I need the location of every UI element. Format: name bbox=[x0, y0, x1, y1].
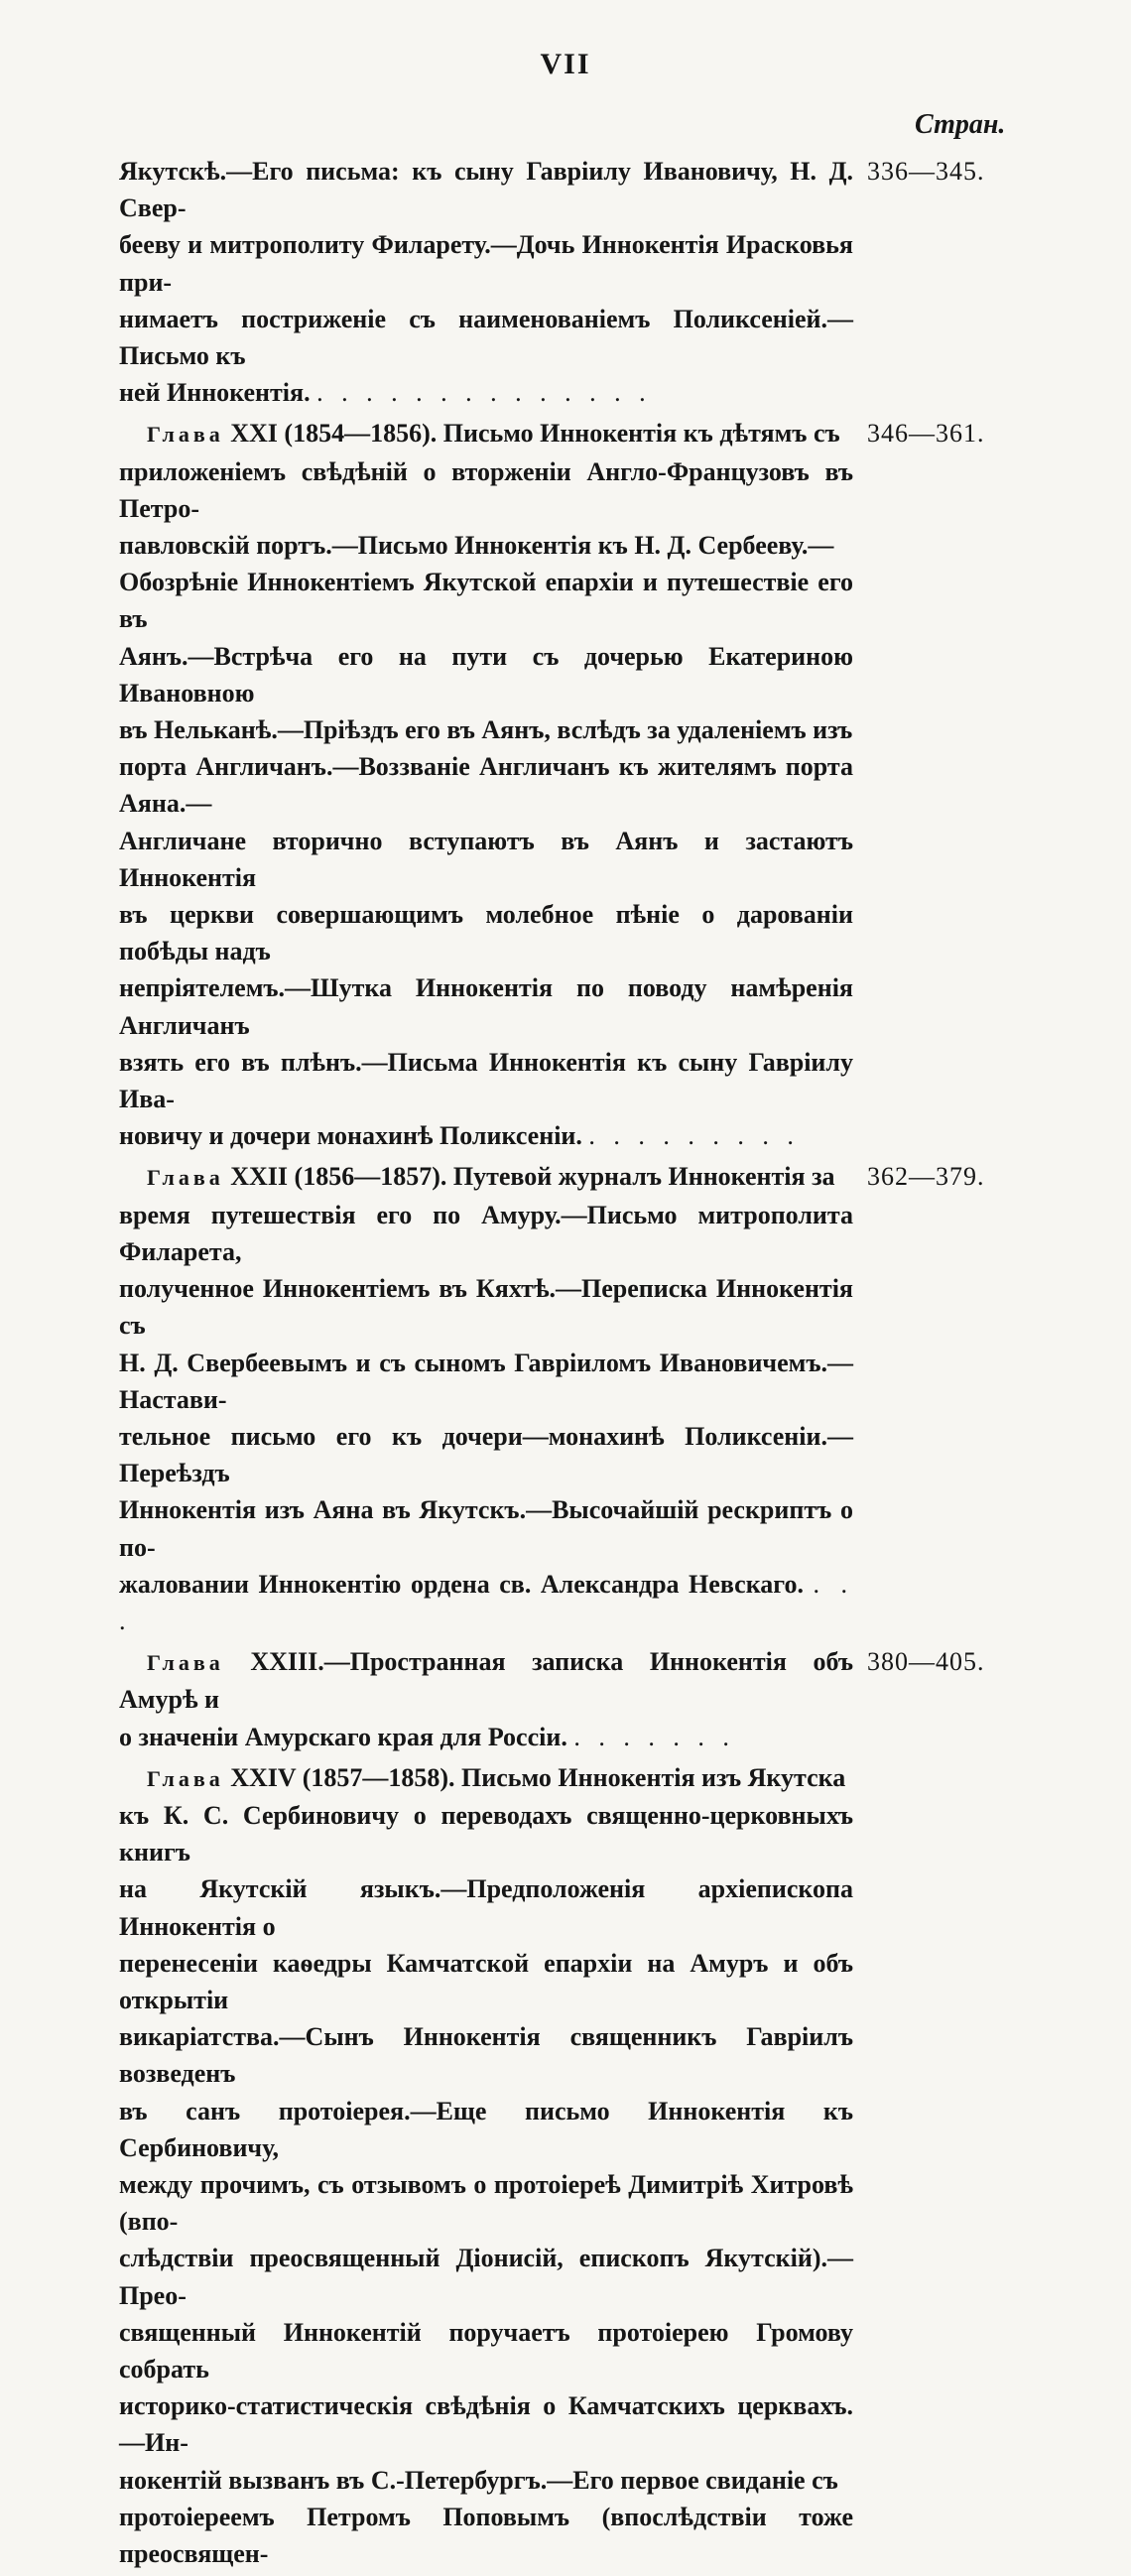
chapter-label: Глава bbox=[147, 1165, 224, 1191]
dot-leader: . . . . . . . . . bbox=[588, 1121, 800, 1151]
toc-line: новичу и дочери монахинѣ Поликсеніи. . . . . . . . . . bbox=[119, 1121, 800, 1151]
chapter-label: Глава bbox=[147, 1650, 224, 1676]
toc-line: въ Нельканѣ.—Пріѣздъ его въ Аянъ, вслѣдъ за удаленіемъ изъ bbox=[119, 715, 853, 745]
toc-entry bbox=[119, 1158, 1111, 1639]
toc-line: жаловании Иннокентію ордена св. Александра Невскаго. . . . bbox=[119, 1569, 854, 1635]
toc-line: порта Англичанъ.—Воззваніе Англичанъ къ жителямъ порта Аяна.— bbox=[119, 752, 853, 819]
toc-line: нимаетъ постриженіе съ наименованіемъ Поликсеніей.—Письмо къ bbox=[119, 304, 853, 371]
toc-line: ней Иннокентія. . . . . . . . . . . . . . . bbox=[119, 378, 652, 408]
pages-column-label: Стран. bbox=[915, 109, 1006, 140]
toc-line: время путешествія его по Амуру.—Письмо митрополита Филарета, bbox=[119, 1200, 853, 1266]
dot-leader: . . . bbox=[119, 1569, 854, 1635]
toc-line: непріятелемъ.—Шутка Иннокентія по поводу намѣренія Англичанъ bbox=[119, 973, 853, 1040]
toc-line: Якутскѣ.—Его письма: къ сыну Гавріилу Ивановичу, Н. Д. Свер- bbox=[119, 157, 853, 223]
toc-line: Глава XXII (1856—1857). Путевой журналъ Иннокентія за bbox=[147, 1162, 835, 1192]
toc-line: Глава XXIV (1857—1858). Письмо Иннокентія изъ Якутска bbox=[147, 1762, 846, 1792]
toc-line: Англичане вторично вступаютъ въ Аянъ и застаютъ Иннокентія bbox=[119, 826, 853, 892]
toc-line: Н. Д. Свербеевымъ и съ сыномъ Гавріиломъ Ивановичемъ.—Настави- bbox=[119, 1348, 853, 1414]
toc-line: о значеніи Амурскаго края для Россіи. . . . . . . . bbox=[119, 1722, 735, 1751]
toc-line: на Якутскій языкъ.—Предположенія архіепископа Иннокентія о bbox=[119, 1874, 853, 1941]
page-range: 346—361. bbox=[867, 419, 985, 449]
dot-leader: . . . . . . . . . . . . . . bbox=[316, 378, 652, 408]
toc-line: бееву и митрополиту Филарету.—Дочь Иннокентія Ирасковья при- bbox=[119, 230, 853, 297]
toc-line: священный Иннокентій поручаетъ протоіерею Громову собрать bbox=[119, 2317, 853, 2383]
toc-line: въ церкви совершающимъ молебное пѣніе о дарованіи побѣды надъ bbox=[119, 900, 853, 966]
toc-line: тельное письмо его къ дочери—монахинѣ Поликсеніи.—Переѣздъ bbox=[119, 1421, 853, 1488]
toc-line: Глава XXIII.—Пространная записка Иннокентія объ Амурѣ и bbox=[119, 1647, 853, 1715]
toc-line: Глава XXI (1854—1856). Письмо Иннокентія къ дѣтямъ съ bbox=[147, 419, 840, 449]
toc-entry bbox=[119, 1643, 1111, 1755]
toc-line: къ К. С. Сербиновичу о переводахъ священно-церковныхъ книгъ bbox=[119, 1800, 853, 1868]
toc-line: Обозрѣніе Иннокентіемъ Якутской епархіи и путешествіе его въ bbox=[119, 568, 853, 634]
table-of-contents bbox=[119, 153, 1111, 2576]
chapter-label: Глава bbox=[147, 1765, 224, 1791]
toc-entry bbox=[119, 1759, 1111, 2572]
toc-line: перенесеніи каѳедры Камчатской епархіи на Амуръ и объ открытіи bbox=[119, 1948, 853, 2014]
dot-leader: . . . . . . . bbox=[573, 1722, 735, 1751]
toc-line: между прочимъ, съ отзывомъ о протоіереѣ Димитріѣ Хитровѣ (впо- bbox=[119, 2169, 853, 2237]
toc-line: взять его въ плѣнъ.—Письма Иннокентія къ сыну Гавріилу Ива- bbox=[119, 1047, 853, 1114]
toc-line: приложеніемъ свѣдѣній о вторженіи Англо-Французовъ въ Петро- bbox=[119, 456, 853, 523]
toc-line: викаріатства.—Сынъ Иннокентія священникъ Гавріилъ возведенъ bbox=[119, 2022, 853, 2089]
toc-entry bbox=[119, 415, 1111, 1154]
page-range: 336—345. bbox=[867, 157, 985, 186]
page-number: VII bbox=[540, 48, 591, 80]
page-range: 362—379. bbox=[867, 1162, 985, 1192]
toc-line: полученное Иннокентіемъ въ Кяхтѣ.—Переписка Иннокентія съ bbox=[119, 1274, 853, 1341]
toc-line: нокентій вызванъ въ С.-Петербургъ.—Его первое свиданіе съ bbox=[119, 2465, 838, 2495]
toc-line: протоіереемъ Петромъ Поповымъ (впослѣдствіи тоже преосвящен- bbox=[119, 2502, 853, 2568]
toc-line: въ санъ протоіерея.—Еще письмо Иннокентія къ Сербиновичу, bbox=[119, 2096, 853, 2162]
toc-line: историко-статистическія свѣдѣнія о Камчатскихъ церквахъ.—Ин- bbox=[119, 2391, 853, 2458]
toc-entry bbox=[119, 153, 1111, 411]
chapter-label: Глава bbox=[147, 422, 224, 448]
page-range: 380—405. bbox=[867, 1647, 985, 1677]
toc-line: Аянъ.—Встрѣча его на пути съ дочерью Екатериною Ивановною bbox=[119, 641, 853, 708]
toc-line: слѣдствіи преосвященный Діонисій, епископъ Якутскій).—Прео- bbox=[119, 2244, 853, 2310]
toc-line: Иннокентія изъ Аяна въ Якутскъ.—Высочайшій рескриптъ о по- bbox=[119, 1495, 853, 1562]
toc-line: павловскій портъ.—Письмо Иннокентія къ Н. Д. Сербееву.— bbox=[119, 531, 834, 561]
